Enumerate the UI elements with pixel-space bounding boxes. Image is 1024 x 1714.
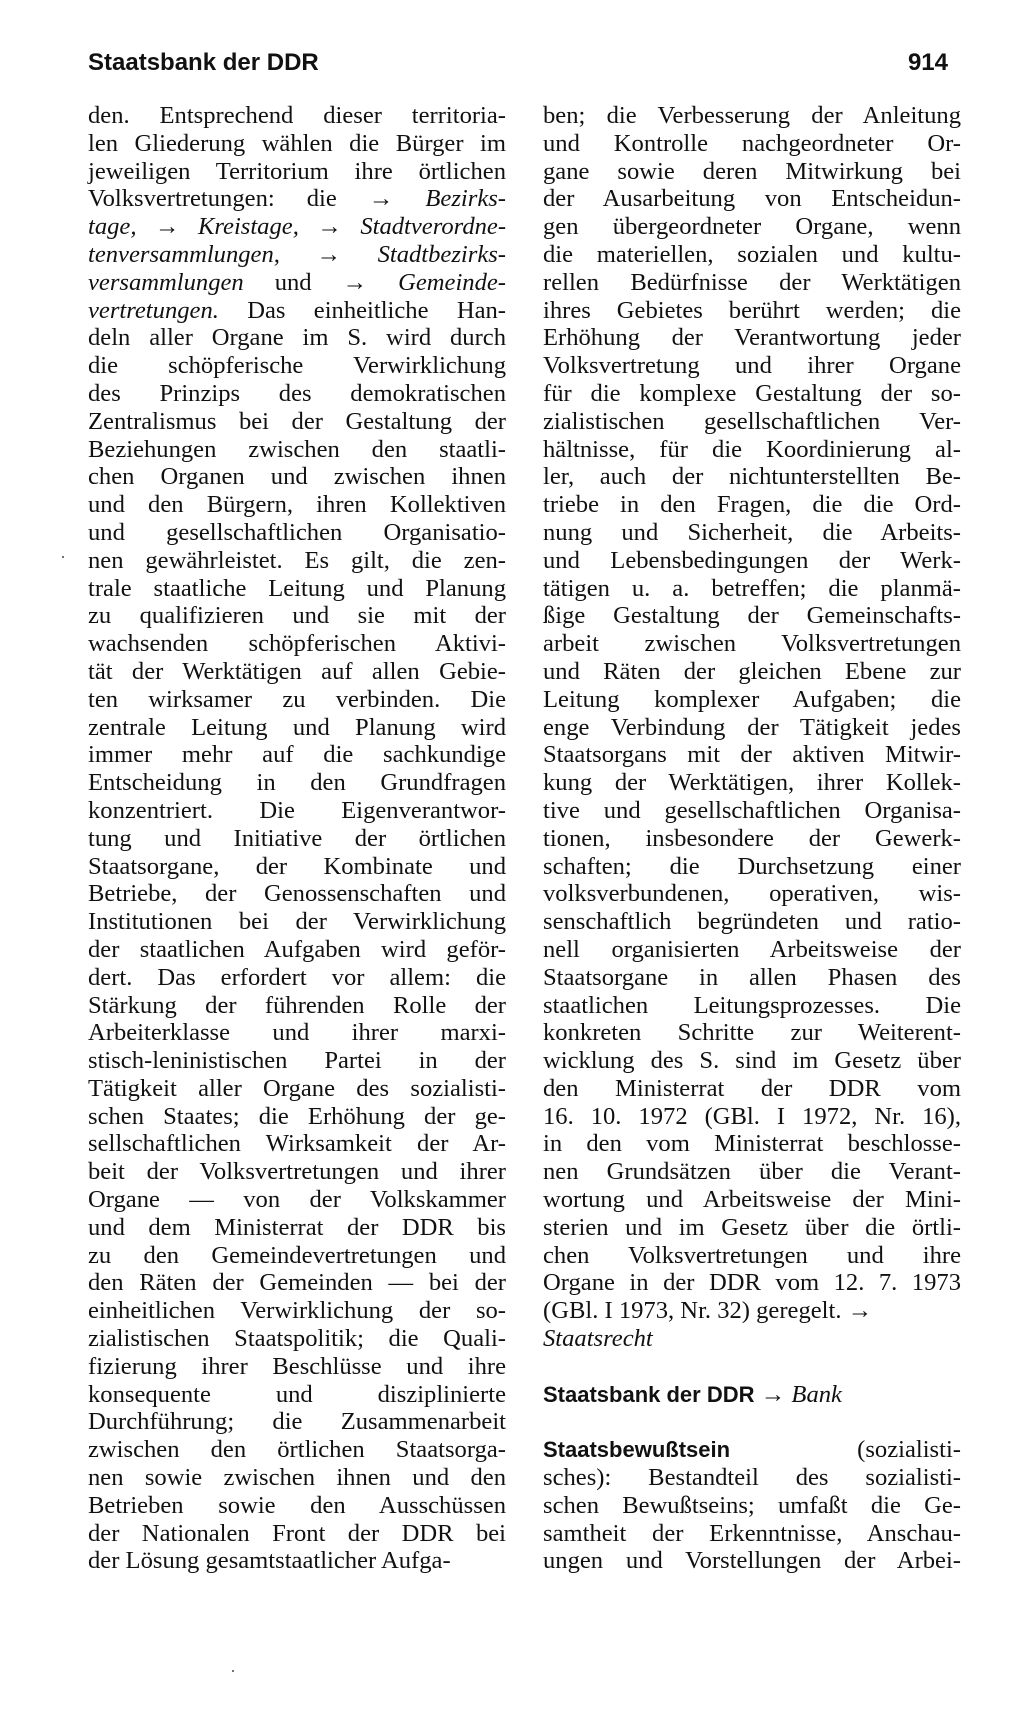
cross-reference-link[interactable]: Gemeinde-	[398, 268, 506, 296]
text-line: für die komplexe Gestaltung der so-	[543, 379, 961, 407]
page-number: 914	[907, 49, 948, 76]
text-line: Staatsorgans mit der aktiven Mitwir-	[543, 741, 961, 769]
text-line: zu qualifizieren und sie mit der	[88, 602, 506, 630]
cross-reference-bank[interactable]: Bank	[791, 1380, 842, 1408]
text-line: ßige Gestaltung der Gemeinschafts-	[543, 602, 961, 630]
text-line: wortung und Arbeitsweise der Mini-	[543, 1186, 961, 1214]
text-line: nung und Sicherheit, die Arbeits-	[543, 518, 961, 546]
text-line: rellen Bedürfnisse der Werktätigen	[543, 268, 961, 296]
page-header	[88, 49, 948, 89]
scan-speck	[232, 1670, 234, 1672]
text-line: tenversammlungen, → Stadtbezirks-	[88, 240, 506, 268]
text-line: den Räten der Gemeinden — bei der	[88, 1269, 506, 1297]
text-line: Beziehungen zwischen den staatli-	[88, 435, 506, 463]
text-line: tät der Werktätigen auf allen Gebie-	[88, 657, 506, 685]
text-line: kung der Werktätigen, ihrer Kollek-	[543, 769, 961, 797]
scan-speck	[62, 556, 64, 558]
text-line: samtheit der Erkenntnisse, Anschau-	[543, 1519, 961, 1547]
text-line: Volksvertretung und ihrer Organe	[543, 352, 961, 380]
text-line: Zentralismus bei der Gestaltung der	[88, 407, 506, 435]
text-line: schen Bewußtseins; umfaßt die Ge-	[543, 1491, 961, 1519]
text-line: Betrieben sowie den Ausschüssen	[88, 1491, 506, 1519]
left-text-column	[88, 102, 506, 1575]
text-line: tätigen u. a. betreffen; die planmä-	[543, 574, 961, 602]
text-line: trale staatliche Leitung und Planung	[88, 574, 506, 602]
cross-reference-link[interactable]: vertretungen.	[88, 296, 219, 324]
text-line: Staatsorgane, der Kombinate und	[88, 852, 506, 880]
running-title: Staatsbank der DDR	[88, 49, 319, 76]
text-line: nen gewährleistet. Es gilt, die zen-	[88, 546, 506, 574]
text-line: nen sowie zwischen ihnen und den	[88, 1464, 506, 1492]
lemma-staatsbank: Staatsbank der DDR	[543, 1381, 755, 1407]
text-line: und Lebensbedingungen der Werk-	[543, 546, 961, 574]
text-line: Stärkung der führenden Rolle der	[88, 991, 506, 1019]
text-line: gen übergeordneter Organe, wenn	[543, 213, 961, 241]
cross-reference-link[interactable]: tenversammlungen,	[88, 240, 280, 268]
text-line: jeweiligen Territorium ihre örtlichen	[88, 157, 506, 185]
text-line: chen Organen und zwischen ihnen	[88, 463, 506, 491]
text-line: Staatsorgane in allen Phasen des	[543, 963, 961, 991]
text-line: 16. 10. 1972 (GBl. I 1972, Nr. 16),	[543, 1102, 961, 1130]
text-line: der Ausarbeitung von Entscheidun-	[543, 185, 961, 213]
text-line: zialistischen gesellschaftlichen Ver-	[543, 407, 961, 435]
text-line: tung und Initiative der örtlichen	[88, 824, 506, 852]
text-line: Entscheidung in den Grundfragen	[88, 769, 506, 797]
text-line: der Lösung gesamtstaatlicher Aufga-	[88, 1547, 451, 1575]
text-line: die materiellen, sozialen und kultu-	[543, 240, 961, 268]
text-line: Organe in der DDR vom 12. 7. 1973	[543, 1269, 961, 1297]
text-line: des Prinzips des demokratischen	[88, 379, 506, 407]
text-line: der staatlichen Aufgaben wird geför-	[88, 935, 506, 963]
text-line: zwischen den örtlichen Staatsorga-	[88, 1436, 506, 1464]
text-line: konzentriert. Die Eigenverantwor-	[88, 796, 506, 824]
cross-reference-link[interactable]: Stadtverordne-	[360, 213, 507, 241]
text-line: wicklung des S. sind im Gesetz über	[543, 1047, 961, 1075]
text-line: chen Volksvertretungen und ihre	[543, 1241, 961, 1269]
cross-reference-link[interactable]: Stadtbezirks-	[377, 240, 506, 268]
text-line: tionen, insbesondere der Gewerk-	[543, 824, 961, 852]
text-line: zialistischen Staatspolitik; die Quali-	[88, 1325, 506, 1353]
text-line: schen Staates; die Erhöhung der ge-	[88, 1102, 506, 1130]
cross-reference-link[interactable]: tage,	[88, 213, 137, 241]
spacer	[543, 1408, 961, 1436]
text-line: ihres Gebietes berührt werden; die	[543, 296, 961, 324]
text-line: und dem Ministerrat der DDR bis	[88, 1213, 506, 1241]
text-line: und Räten der gleichen Ebene zur	[543, 657, 961, 685]
text-line: ten wirksamer zu verbinden. Die	[88, 685, 506, 713]
text-line: beit der Volksvertretungen und ihrer	[88, 1158, 506, 1186]
text-line: senschaftlich begründeten und ratio-	[543, 908, 961, 936]
text-line: arbeit zwischen Volksvertretungen	[543, 630, 961, 658]
text-line: den. Entsprechend dieser territoria-	[88, 102, 506, 129]
text-line: hältnisse, für die Koordinierung al-	[543, 435, 961, 463]
text-line	[543, 1325, 961, 1353]
text-line: vertretungen. Das einheitliche Han-	[88, 296, 506, 324]
text-line: wachsenden schöpferischen Aktivi-	[88, 630, 506, 658]
text-line: fizierung ihrer Beschlüsse und ihre	[88, 1352, 506, 1380]
text-line: Leitung komplexer Aufgaben; die	[543, 685, 961, 713]
text-line: in den vom Ministerrat beschlosse-	[543, 1130, 961, 1158]
text-line: Durchführung; die Zusammenarbeit	[88, 1408, 506, 1436]
text-line: immer mehr auf die sachkundige	[88, 741, 506, 769]
entry-staatsbank	[543, 1381, 961, 1409]
text-line: gane sowie deren Mitwirkung bei	[543, 157, 961, 185]
text-line: tive und gesellschaftlichen Organisa-	[543, 796, 961, 824]
text-line: sterien und im Gesetz über die örtli-	[543, 1213, 961, 1241]
text-line: Arbeiterklasse und ihrer marxi-	[88, 1019, 506, 1047]
text-line: staatlichen Leitungsprozesses. Die	[543, 991, 961, 1019]
cross-reference-link[interactable]: Bezirks-	[425, 185, 506, 213]
right-text-column	[543, 102, 961, 1575]
entry-staatsbewusstsein-head	[543, 1436, 961, 1464]
text-line: versammlungen und → Gemeinde-	[88, 268, 506, 296]
text-line: Volksvertretungen: die → Bezirks-	[88, 185, 506, 213]
text-line: der Nationalen Front der DDR bei	[88, 1519, 506, 1547]
text-line: nen Grundsätzen über die Verant-	[543, 1158, 961, 1186]
text-line: konsequente und disziplinierte	[88, 1380, 506, 1408]
text-line: zu den Gemeindevertretungen und	[88, 1241, 506, 1269]
text-line: schaften; die Durchsetzung einer	[543, 852, 961, 880]
text-line: (GBl. I 1973, Nr. 32) geregelt. →	[543, 1297, 873, 1325]
text-line: einheitlichen Verwirklichung der so-	[88, 1297, 506, 1325]
cross-reference-link[interactable]: Kreistage,	[197, 213, 299, 241]
text-line: triebe in den Fragen, die die Ord-	[543, 491, 961, 519]
text-line: ungen und Vorstellungen der Arbei-	[543, 1547, 961, 1575]
text-line: Erhöhung der Verantwortung jeder	[543, 324, 961, 352]
text-line: sches): Bestandteil des sozialisti-	[543, 1464, 961, 1492]
lemma-staatsbewusstsein: Staatsbewußtsein	[543, 1437, 731, 1463]
text-line: ler, auch der nichtunterstellten Be-	[543, 463, 961, 491]
cross-reference-link[interactable]: versammlungen	[88, 268, 244, 296]
text-line: Organe — von der Volkskammer	[88, 1186, 506, 1214]
text-line: und gesellschaftlichen Organisatio-	[88, 518, 506, 546]
text-line: len Gliederung wählen die Bürger im	[88, 129, 506, 157]
text-line: zentrale Leitung und Planung wird	[88, 713, 506, 741]
text-line: (sozialisti-	[857, 1436, 961, 1464]
text-line: deln aller Organe im S. wird durch	[88, 324, 506, 352]
text-line: Institutionen bei der Verwirklichung	[88, 908, 506, 936]
text-line: volksverbundenen, operativen, wis-	[543, 880, 961, 908]
text-line: und den Bürgern, ihren Kollektiven	[88, 491, 506, 519]
text-line: konkreten Schritte zur Weiterent-	[543, 1019, 961, 1047]
arrow-icon: →	[760, 1380, 786, 1408]
text-line: ben; die Verbesserung der Anleitung	[543, 102, 961, 129]
text-line: Betriebe, der Genossenschaften und	[88, 880, 506, 908]
text-line: enge Verbindung der Tätigkeit jedes	[543, 713, 961, 741]
text-line: den Ministerrat der DDR vom	[543, 1074, 961, 1102]
spacer	[543, 1353, 961, 1381]
text-line: die schöpferische Verwirklichung	[88, 352, 506, 380]
text-line: dert. Das erfordert vor allem: die	[88, 963, 506, 991]
text-line: nell organisierten Arbeitsweise der	[543, 935, 961, 963]
text-line: und Kontrolle nachgeordneter Or-	[543, 129, 961, 157]
text-line: tage, → Kreistage, → Stadtverordne-	[88, 213, 507, 241]
text-line: stisch-leninistischen Partei in der	[88, 1047, 506, 1075]
cross-reference-link[interactable]: Staatsrecht	[543, 1325, 653, 1353]
text-line: Tätigkeit aller Organe des sozialisti-	[88, 1074, 506, 1102]
text-line: sellschaftlichen Wirksamkeit der Ar-	[88, 1130, 506, 1158]
